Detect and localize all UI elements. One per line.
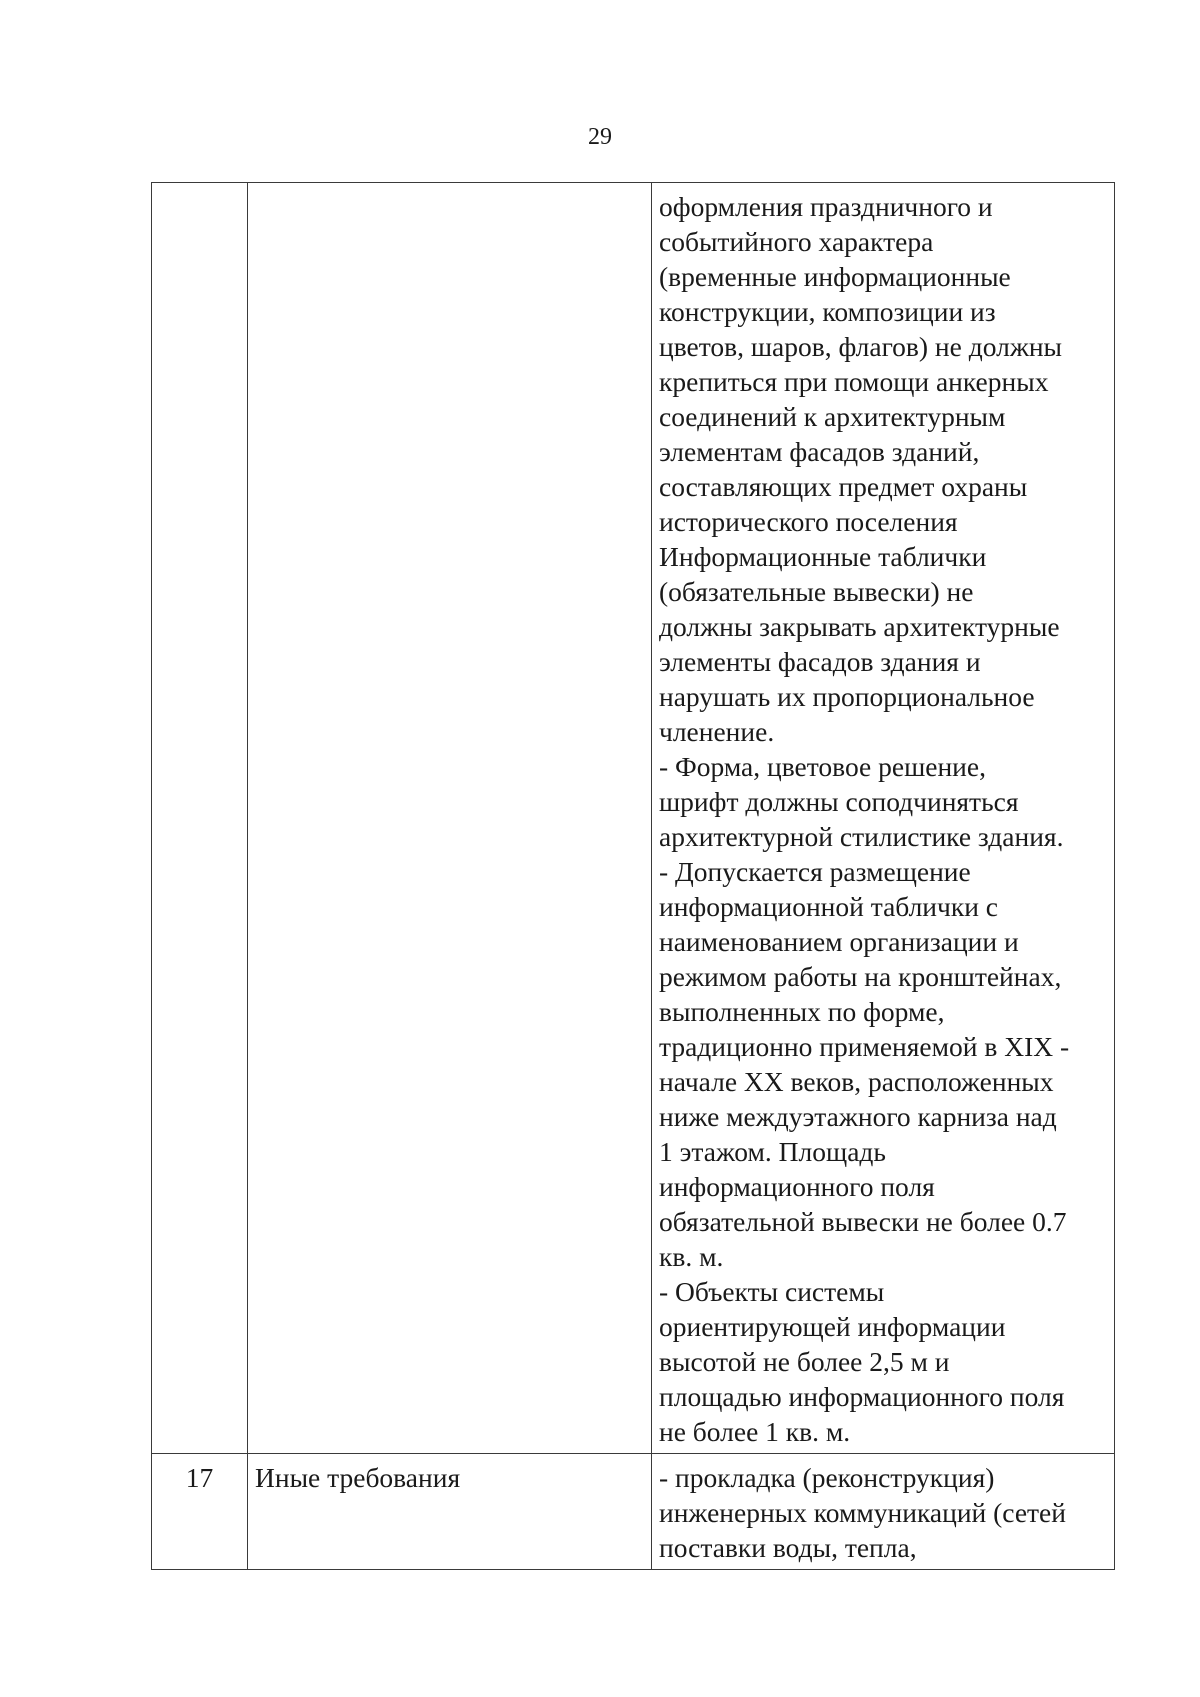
description-line: Информационные таблички	[659, 541, 987, 572]
description-line: оформления праздничного и	[659, 191, 993, 222]
description-line: не более 1 кв. м.	[659, 1416, 851, 1447]
description-line: информационного поля	[659, 1171, 935, 1202]
description-line: начале XX веков, расположенных	[659, 1066, 1054, 1097]
description-line: обязательной вывески не более 0.7	[659, 1206, 1067, 1237]
description-line: шрифт должны соподчиняться	[659, 786, 1019, 817]
description-line: исторического поселения	[659, 506, 958, 537]
description-line: архитектурной стилистике здания.	[659, 821, 1064, 852]
description-line: выполненных по форме,	[659, 996, 945, 1027]
description-line: элементы фасадов здания и	[659, 646, 981, 677]
row-number-cell	[152, 183, 248, 1454]
description-line: поставки воды, тепла,	[659, 1532, 917, 1563]
description-line: нарушать их пропорциональное	[659, 681, 1035, 712]
requirements-table	[151, 182, 1115, 1570]
description-line: - прокладка (реконструкция)	[659, 1462, 995, 1493]
row-title-cell	[248, 183, 652, 1454]
description-line: 1 этажом. Площадь	[659, 1136, 886, 1167]
page-number: 29	[588, 124, 612, 150]
description-line: должны закрывать архитектурные	[659, 611, 1060, 642]
description-line: кв. м.	[659, 1241, 724, 1272]
description-line: элементам фасадов зданий,	[659, 436, 980, 467]
description-line: соединений к архитектурным	[659, 401, 1006, 432]
description-line: членение.	[659, 716, 775, 747]
description-line: конструкции, композиции из	[659, 296, 996, 327]
description-line: площадью информационного поля	[659, 1381, 1065, 1412]
row-description-cell	[652, 183, 1115, 1454]
description-line: цветов, шаров, флагов) не должны	[659, 331, 1063, 362]
description-line: - Допускается размещение	[659, 856, 971, 887]
row-number-cell: 17	[152, 1454, 248, 1570]
description-line: высотой не более 2,5 м и	[659, 1346, 950, 1377]
table-body	[152, 183, 1115, 1570]
description-line: (временные информационные	[659, 261, 1011, 292]
table-row	[152, 183, 1115, 1454]
description-line: событийного характера	[659, 226, 934, 257]
row-title-cell: Иные требования	[248, 1454, 652, 1570]
description-line: - Форма, цветовое решение,	[659, 751, 986, 782]
description-line: ориентирующей информации	[659, 1311, 1006, 1342]
description-line: (обязательные вывески) не	[659, 576, 974, 607]
description-line: составляющих предмет охраны	[659, 471, 1028, 502]
table-row	[152, 1454, 1115, 1570]
description-line: - Объекты системы	[659, 1276, 885, 1307]
row-description-cell	[652, 1454, 1115, 1570]
description-line: инженерных коммуникаций (сетей	[659, 1497, 1066, 1528]
description-line: крепиться при помощи анкерных	[659, 366, 1049, 397]
description-line: ниже междуэтажного карниза над	[659, 1101, 1057, 1132]
description-line: традиционно применяемой в XIX -	[659, 1031, 1070, 1062]
description-line: наименованием организации и	[659, 926, 1019, 957]
description-line: режимом работы на кронштейнах,	[659, 961, 1062, 992]
description-line: информационной таблички с	[659, 891, 999, 922]
